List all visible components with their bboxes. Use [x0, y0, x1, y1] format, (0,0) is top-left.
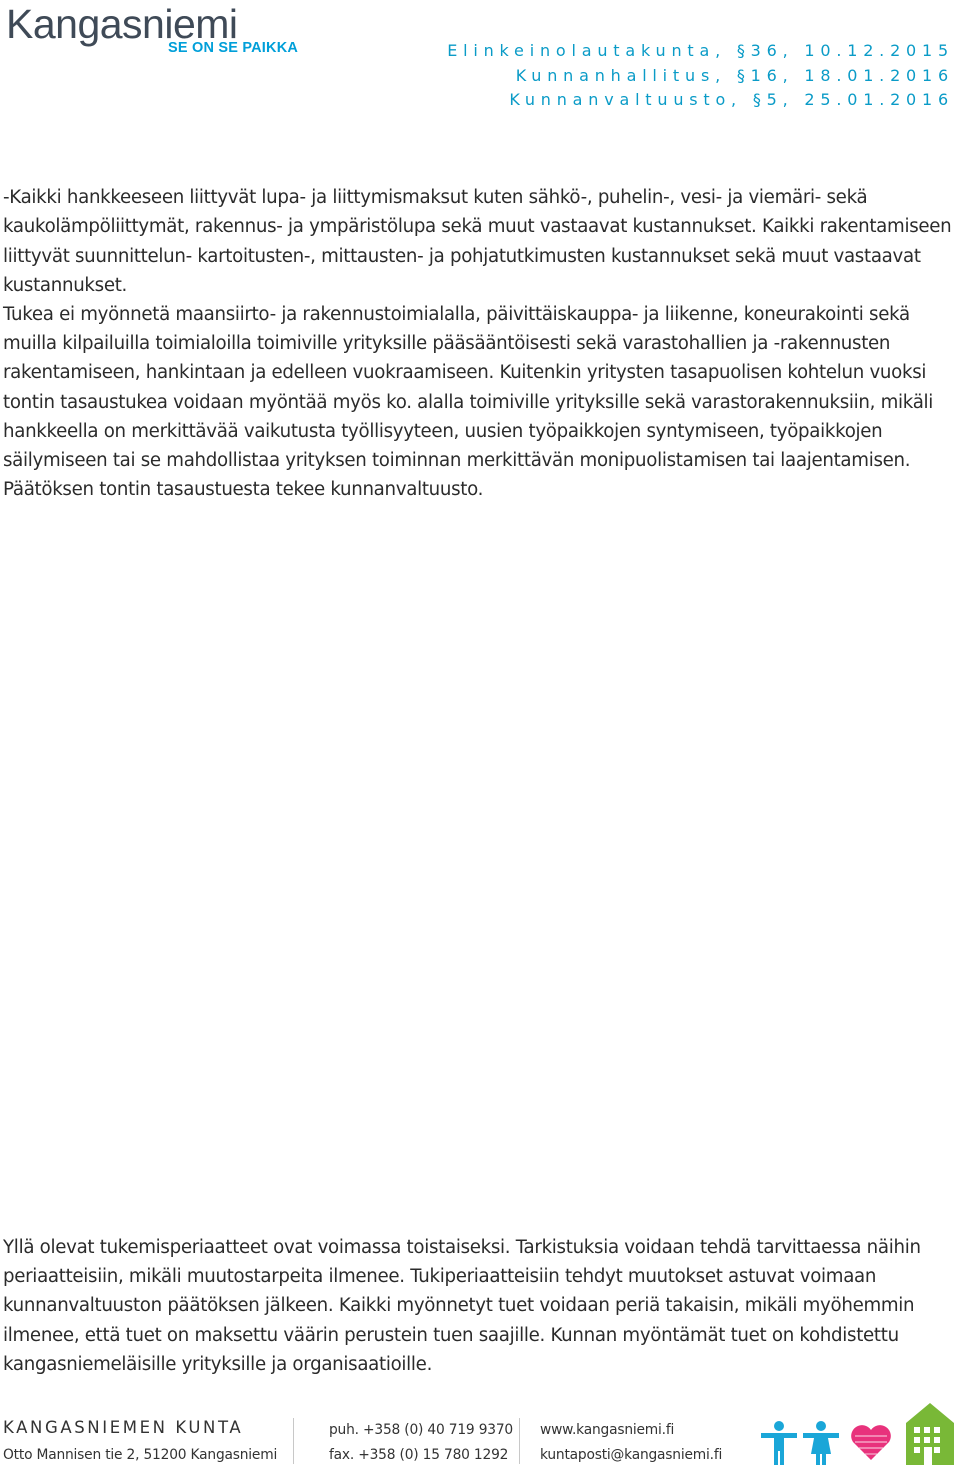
meta-line-kunnanhallitus: Kunnanhallitus, §16, 18.01.2016 [515, 65, 954, 85]
paragraph-exclusions-text: Tukea ei myönnetä maansiirto- ja rakennustoimialalla, päivittäiskauppa- ja liikenne, koneurakointi sekä muilla kilpailuilla toimialoilla toimiville yrityksille pääsääntöisesti sekä varastohallien ja -rakennusten rakentamiseen, hankintaan ja edelleen vuokraamiseen. Kuitenkin yritysten tasapuolisen kohtelun vuoksi tontin tasaustukea voidaan myöntää myös ko. alalla toimiville yrityksille sekä varastorakennuksiin, mikäli hankkeella on merkittävää vaikutusta työllisyyteen, uusien työpaikkojen syntymiseen, työpaikkojen säilymiseen tai se mahdollistaa yrityksen toiminnan merkittävän monipuolistamisen tai laajentamisen. [3, 304, 934, 472]
page-footer [0, 1414, 960, 1468]
meta-line-kunnanvaltuusto: Kunnanvaltuusto, §5, 25.01.2016 [509, 90, 954, 109]
paragraph-validity: Yllä olevat tukemisperiaatteet ovat voimassa toistaiseksi. Tarkistuksia voidaan tehdä tarvittaessa näihin periaatteisiin, mikäli muutostarpeita ilmenee. Tukiperiaatteisiin tehdyt muutokset astuvat voimaan kunnanvaltuuston päätöksen jälkeen. Kaikki myönnetyt tuet voidaan periä takaisin, mikäli myöhemmin ilmenee, että tuet on maksettu väärin perustein tuen saajille. Kunnan myöntämät tuet on kohdistettu kangasniemeläisille yrityksille ja organisaatioille. [3, 1237, 921, 1375]
paragraph-exclusions [3, 300, 958, 504]
footer-fax: fax. +358 (0) 15 780 1292 [329, 1447, 509, 1463]
document-meta [447, 39, 954, 113]
footer-icons [757, 1414, 960, 1468]
footer-org-name: KANGASNIEMEN KUNTA [3, 1418, 244, 1437]
footer-website: www.kangasniemi.fi [540, 1422, 675, 1438]
logo-name: Kangasniemi [6, 1, 238, 47]
paragraph-costs: -Kaikki hankkeeseen liittyvät lupa- ja liittymismaksut kuten sähkö-, puhelin-, vesi- ja viemäri- sekä kaukolämpöliittymät, rakennus- ja ympäristölupa sekä muut vastaavat kustannukset. Kaikki rakentamiseen liittyvät suunnittelun- kartoitusten-, mittausten- ja pohjatutkimusten kustannukset sekä muut vastaavat kustannukset. [3, 187, 952, 296]
house-icon [904, 1401, 956, 1467]
logo-tagline: SE ON SE PAIKKA [168, 40, 299, 56]
footer-email: kuntaposti@kangasniemi.fi [540, 1447, 723, 1463]
person-blue-icon [759, 1420, 799, 1466]
footer-address: Otto Mannisen tie 2, 51200 Kangasniemi [3, 1447, 278, 1463]
kangasniemi-logo [6, 2, 306, 64]
heart-icon [849, 1422, 893, 1462]
footer-divider [293, 1418, 294, 1464]
footer-divider [519, 1418, 520, 1464]
footer-phone: puh. +358 (0) 40 719 9370 [329, 1422, 513, 1438]
paragraph-decision: Päätöksen tontin tasaustuesta tekee kunnanvaltuusto. [3, 479, 484, 501]
meta-line-elinkeinolautakunta: Elinkeinolautakunta, §36, 10.12.2015 [447, 41, 954, 60]
person-pink-icon [801, 1420, 841, 1466]
